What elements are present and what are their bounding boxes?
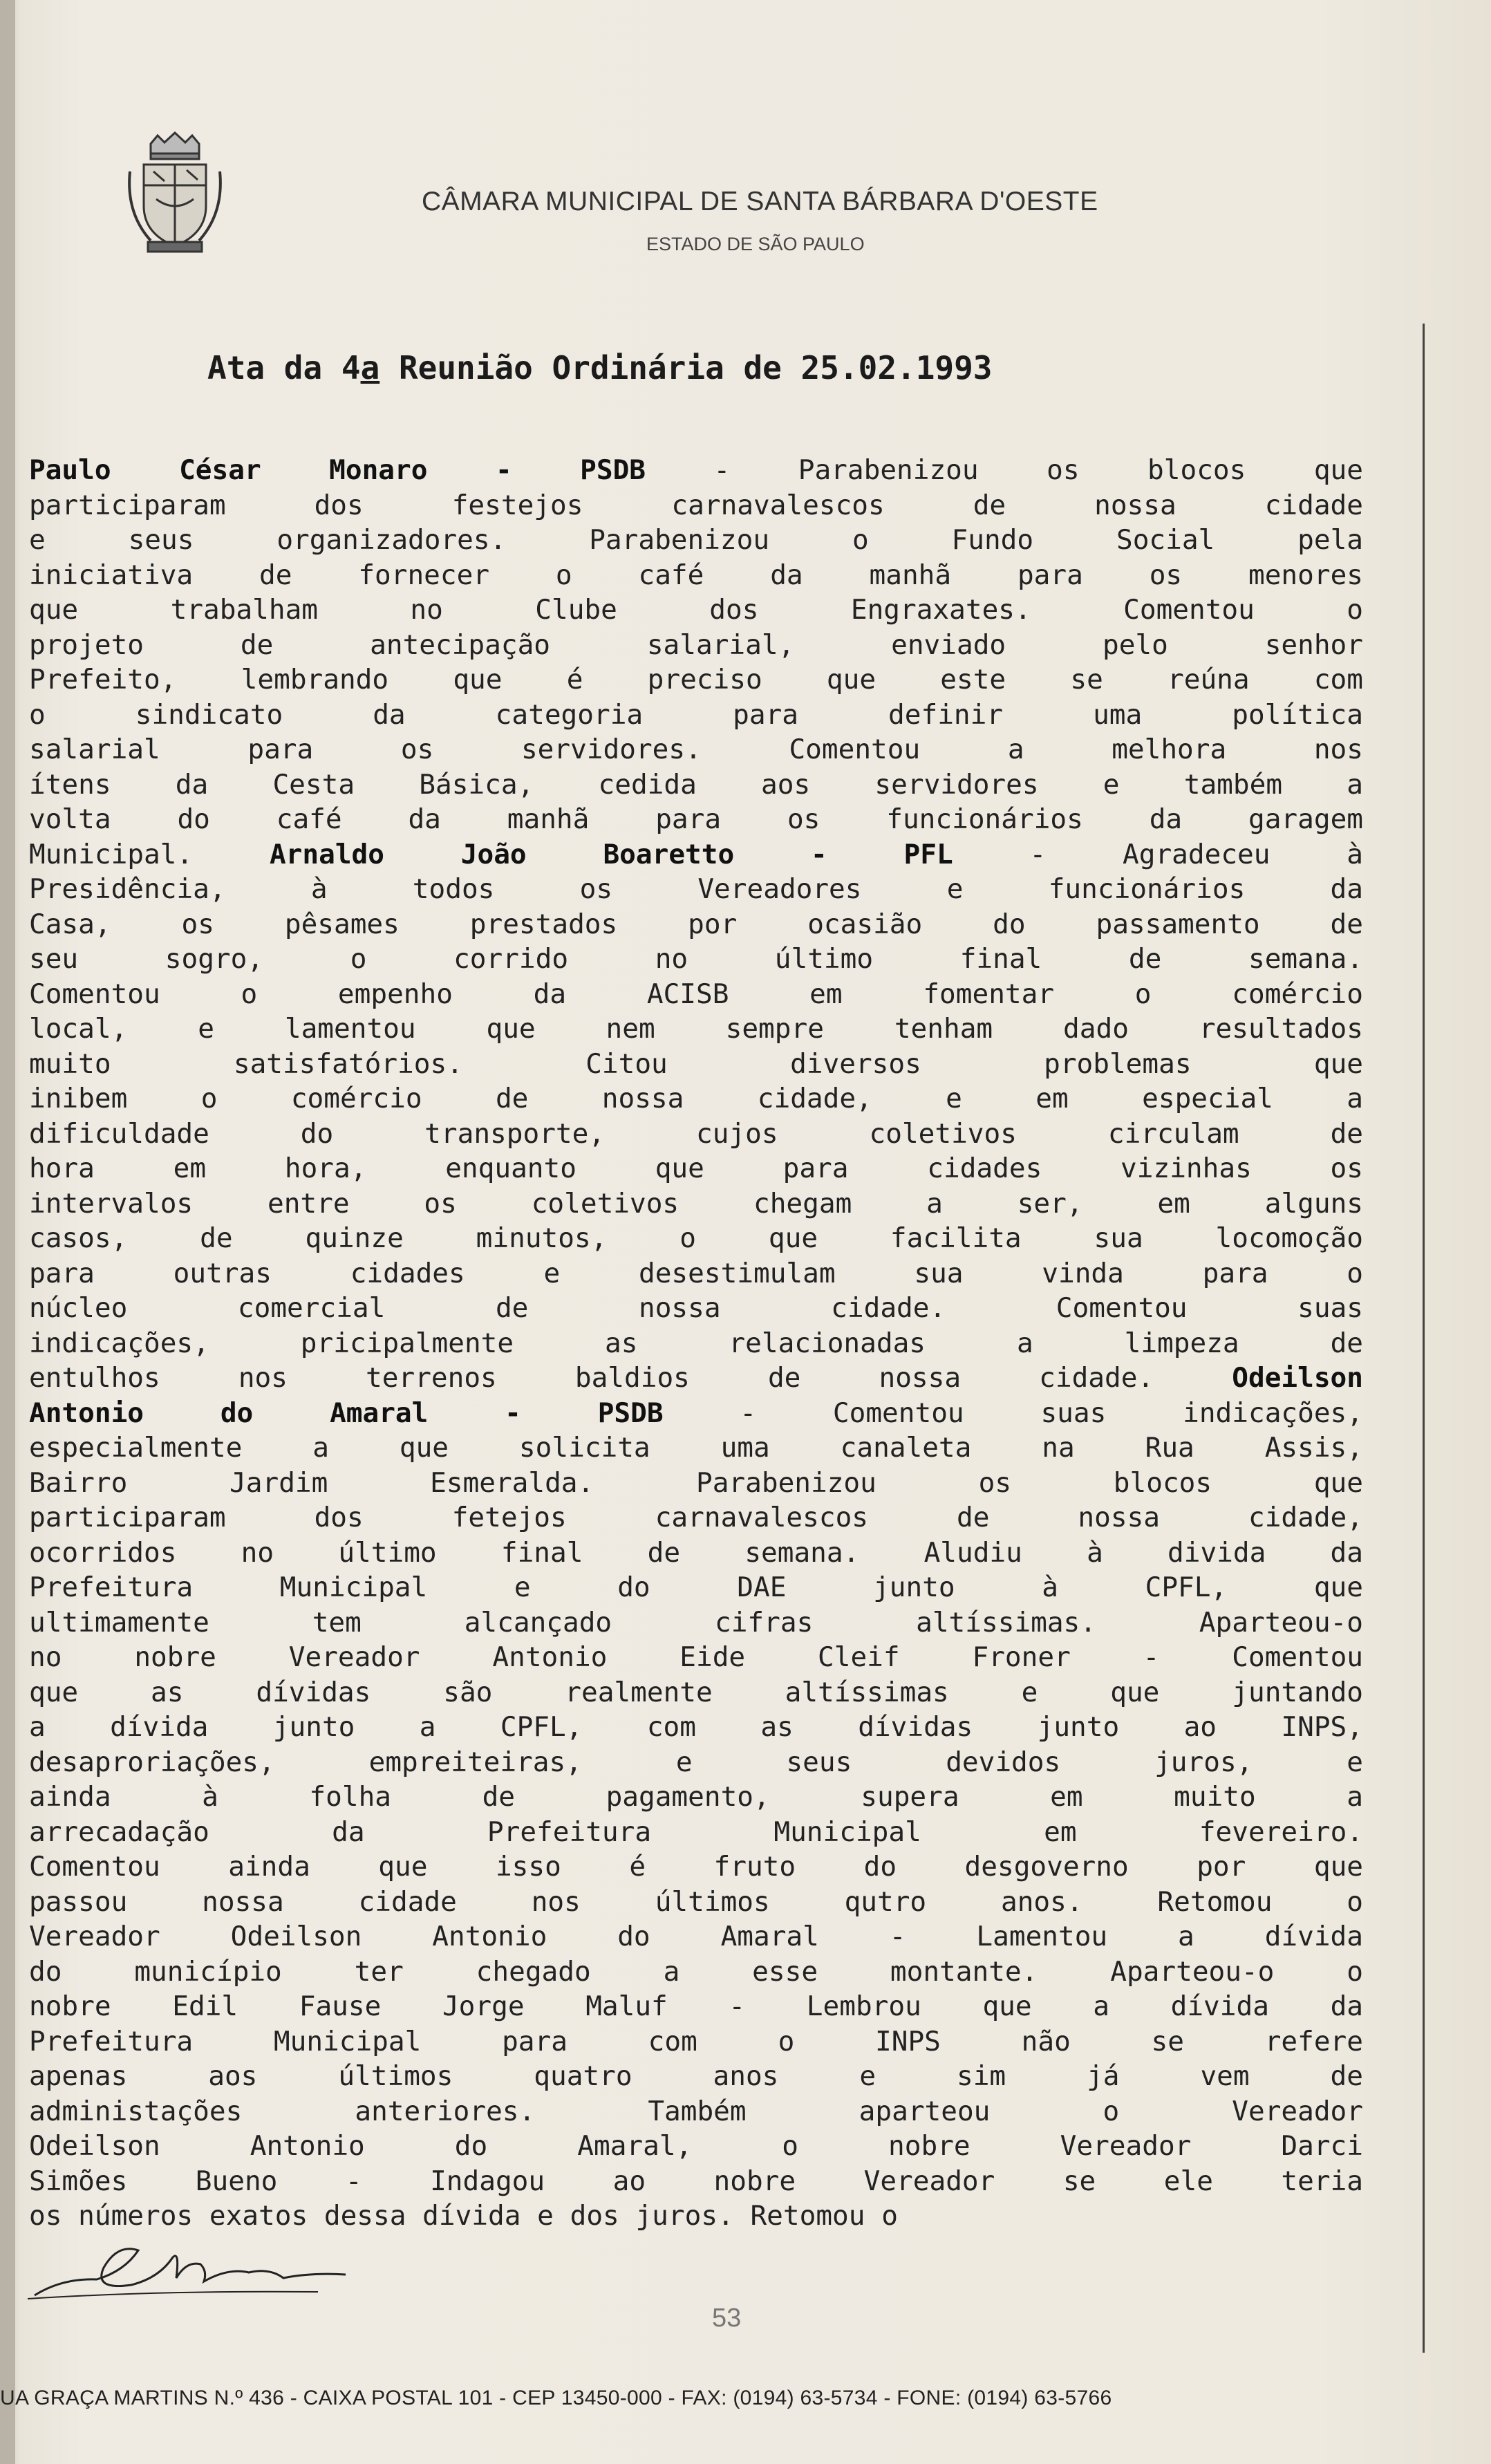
state-name: ESTADO DE SÃO PAULO — [646, 234, 865, 254]
body-line: Prefeito, lembrando que é preciso que este se reúna com — [29, 664, 1363, 696]
body-line: hora em hora, enquanto que para cidades vizinhas os — [29, 1152, 1363, 1184]
municipal-coat-of-arms-icon — [123, 130, 227, 254]
body-line: intervalos entre os coletivos chegam a ser, em alguns — [29, 1187, 1363, 1220]
minutes-title: Ata da 4a Reunião Ordinária de 25.02.1993 — [207, 349, 993, 386]
body-line: local, e lamentou que nem sempre tenham dado resultados — [29, 1013, 1363, 1045]
body-line: Prefeitura Municipal para com o INPS não se refere — [29, 2025, 1363, 2057]
body-line: Bairro Jardim Esmeralda. Parabenizou os blocos que — [29, 1466, 1363, 1499]
body-line: Vereador Odeilson Antonio do Amaral - Lamentou a dívida — [29, 1921, 1363, 1952]
body-line: especialmente a que solicita uma canaleta na Rua Assis, — [29, 1432, 1363, 1464]
body-line: iniciativa de fornecer o café da manhã para os menores — [29, 559, 1363, 591]
body-line: ítens da Cesta Básica, cedida aos servidores e também a — [29, 768, 1363, 801]
body-line: Simões Bueno - Indagou ao nobre Vereador se ele teria — [29, 2165, 1363, 2197]
body-line: a dívida junto a CPFL, com as dívidas junto ao INPS, — [29, 1711, 1363, 1743]
body-line: que trabalham no Clube dos Engraxates. Comentou o — [29, 594, 1363, 626]
body-line: nobre Edil Fause Jorge Maluf - Lembrou que a dívida da — [29, 1990, 1363, 2022]
body-line: participaram dos festejos carnavalescos de nossa cidade — [29, 489, 1363, 521]
body-line: para outras cidades e desestimulam sua vinda para o — [29, 1257, 1363, 1289]
body-line: inibem o comércio de nossa cidade, e em especial a — [29, 1083, 1363, 1114]
body-line: ultimamente tem alcançado cifras altíssimas. Aparteou-o — [29, 1606, 1363, 1639]
body-line: seu sogro, o corrido no último final de semana. — [29, 943, 1363, 975]
body-line: Paulo César Monaro - PSDB - Parabenizou os blocos que — [29, 454, 1363, 486]
body-line: Comentou o empenho da ACISB em fomentar o comércio — [29, 978, 1363, 1010]
body-line: entulhos nos terrenos baldios de nossa cidade. Odeilson — [29, 1362, 1363, 1394]
body-line: que as dívidas são realmente altíssimas e que juntando — [29, 1676, 1363, 1708]
institution-name: CÂMARA MUNICIPAL DE SANTA BÁRBARA D'OESTE — [422, 187, 1098, 216]
body-line: salarial para os servidores. Comentou a melhora nos — [29, 734, 1363, 765]
body-line: casos, de quinze minutos, o que facilita sua locomoção — [29, 1222, 1363, 1254]
handwritten-signature — [21, 2230, 353, 2306]
page-number: 53 — [712, 2304, 742, 2333]
minutes-body — [29, 453, 1363, 2234]
body-line: Municipal. Arnaldo João Boaretto - PFL - Agradeceu à — [29, 838, 1363, 870]
body-line: Presidência, à todos os Vereadores e funcionários da — [29, 873, 1363, 905]
body-line: os números exatos dessa dívida e dos juros. Retomou o — [29, 2200, 898, 2232]
body-line: arrecadação da Prefeitura Municipal em fevereiro. — [29, 1816, 1363, 1848]
body-line: muito satisfatórios. Citou diversos problemas que — [29, 1047, 1363, 1080]
body-line: Casa, os pêsames prestados por ocasião do passamento de — [29, 908, 1363, 940]
right-margin-rule — [1423, 324, 1425, 2353]
body-line: Antonio do Amaral - PSDB - Comentou suas indicações, — [29, 1397, 1363, 1429]
body-line: Prefeitura Municipal e do DAE junto à CPFL, que — [29, 1571, 1363, 1603]
body-line: e seus organizadores. Parabenizou o Fundo Social pela — [29, 524, 1363, 556]
body-line: núcleo comercial de nossa cidade. Comentou suas — [29, 1292, 1363, 1324]
body-line: administações anteriores. Também aparteou o Vereador — [29, 2095, 1363, 2127]
body-line: Comentou ainda que isso é fruto do desgoverno por que — [29, 1851, 1363, 1883]
footer-address: UA GRAÇA MARTINS N.º 436 - CAIXA POSTAL 101 - CEP 13450-000 - FAX: (0194) 63-5734 - FONE: (0194) 63-5766 — [0, 2387, 1112, 2409]
body-line: ocorridos no último final de semana. Aludiu à divida da — [29, 1536, 1363, 1569]
body-line: passou nossa cidade nos últimos qutro anos. Retomou o — [29, 1885, 1363, 1918]
body-line: do município ter chegado a esse montante. Aparteou-o o — [29, 1955, 1363, 1988]
body-line: participaram dos fetejos carnavalescos de nossa cidade, — [29, 1502, 1363, 1533]
body-line: projeto de antecipação salarial, enviado pelo senhor — [29, 628, 1363, 661]
body-line: dificuldade do transporte, cujos coletivos circulam de — [29, 1117, 1363, 1150]
body-line: no nobre Vereador Antonio Eide Cleif Froner - Comentou — [29, 1641, 1363, 1673]
body-line: apenas aos últimos quatro anos e sim já vem de — [29, 2060, 1363, 2092]
body-line: o sindicato da categoria para definir uma política — [29, 698, 1363, 731]
body-line: Odeilson Antonio do Amaral, o nobre Vereador Darci — [29, 2130, 1363, 2162]
body-line: desaproriações, empreiteiras, e seus devidos juros, e — [29, 1746, 1363, 1778]
page-edge-shadow — [0, 0, 15, 2464]
body-line: indicações, pricipalmente as relacionadas a limpeza de — [29, 1327, 1363, 1359]
body-line: ainda à folha de pagamento, supera em muito a — [29, 1781, 1363, 1813]
body-line: volta do café da manhã para os funcionários da garagem — [29, 803, 1363, 835]
